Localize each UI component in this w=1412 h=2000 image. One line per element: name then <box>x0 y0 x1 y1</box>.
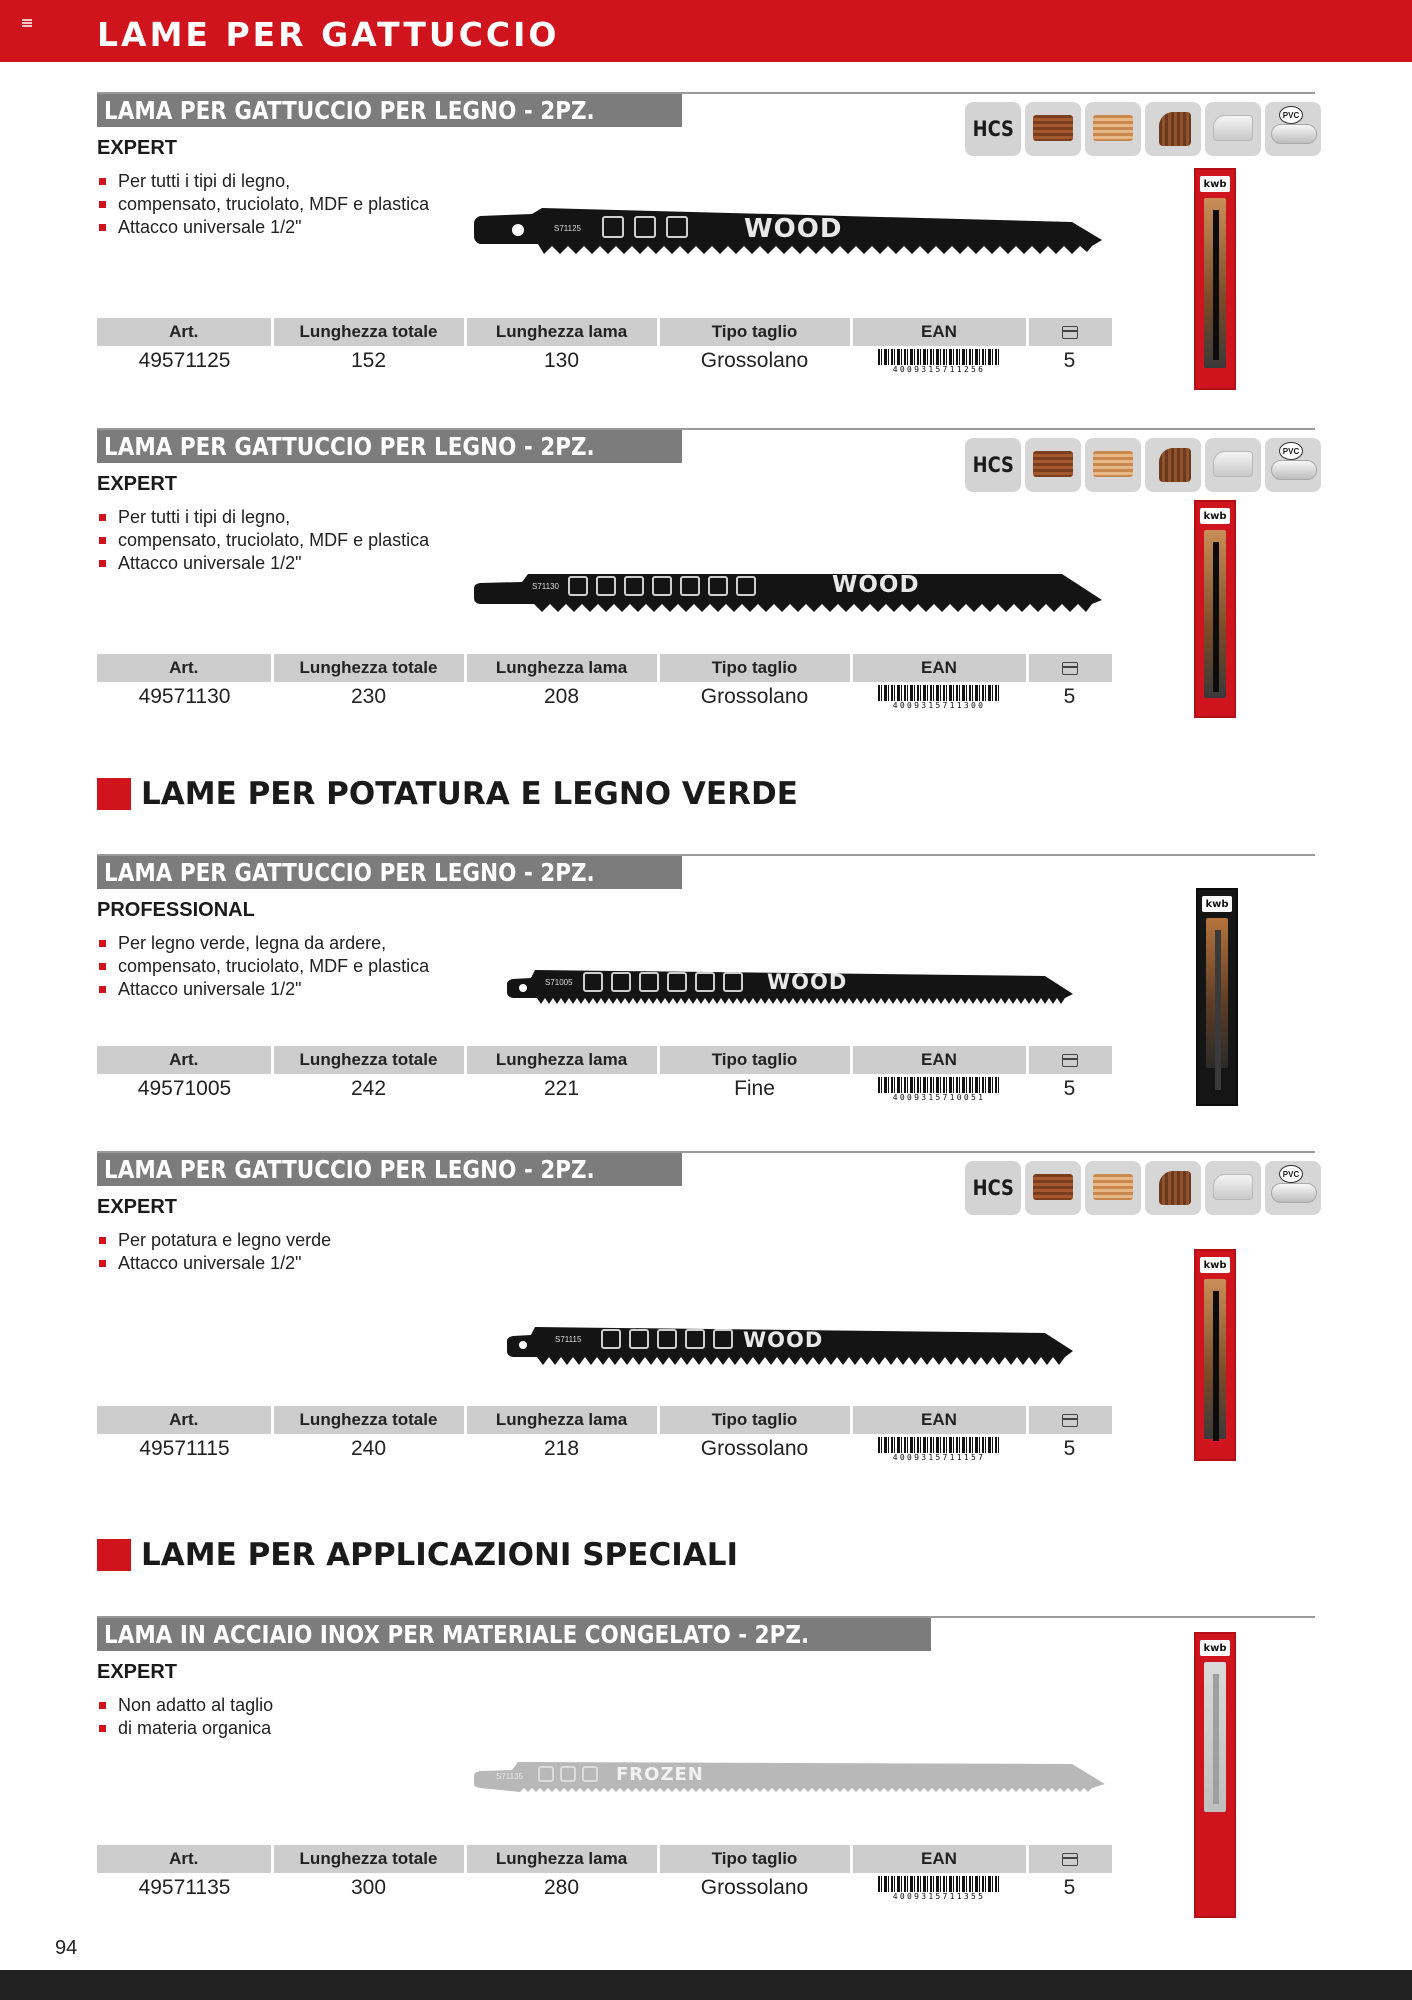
section-marker <box>97 1539 131 1571</box>
col-blade-length: Lunghezza lama <box>465 1046 658 1074</box>
col-blade-length: Lunghezza lama <box>465 1406 658 1434</box>
product-grade: EXPERT <box>97 1661 178 1683</box>
feature-item: Per legno verde, legna da ardere, <box>97 932 429 955</box>
top-header-bar <box>0 0 1412 62</box>
product-title: LAMA PER GATTUCCIO PER LEGNO - 2PZ. <box>97 430 682 463</box>
col-art: Art. <box>97 318 272 346</box>
col-cut-type: Tipo taglio <box>658 1046 851 1074</box>
ean-barcode: 4009315710051 <box>851 1074 1027 1104</box>
hardwood-icon <box>1025 438 1081 492</box>
cut-type: Grossolano <box>700 1437 809 1460</box>
table-header-row <box>97 1406 1112 1434</box>
package-qty: 5 <box>1063 1876 1076 1899</box>
product-grade: PROFESSIONAL <box>97 899 255 921</box>
blade-image: S71005 WOOD <box>505 964 1075 1020</box>
package-qty: 5 <box>1063 685 1076 708</box>
package-qty: 5 <box>1063 1437 1076 1460</box>
col-art: Art. <box>97 1046 272 1074</box>
col-ean: EAN <box>851 1406 1027 1434</box>
ean-barcode: 4009315711157 <box>851 1434 1027 1464</box>
art-number: 49571125 <box>138 349 231 372</box>
art-number: 49571130 <box>138 685 231 708</box>
col-blade-length: Lunghezza lama <box>465 1845 658 1873</box>
col-ean: EAN <box>851 1845 1027 1873</box>
package-icon <box>1062 326 1078 339</box>
feature-item: compensato, truciolato, MDF e plastica <box>97 955 429 978</box>
table-header-row <box>97 318 1112 346</box>
product-package: kwb <box>1196 888 1238 1106</box>
hcs-icon: HCS <box>965 102 1021 156</box>
feature-item: compensato, truciolato, MDF e plastica <box>97 529 429 552</box>
table-row <box>97 1434 1112 1464</box>
blade-image: S71115 WOOD <box>505 1321 1075 1381</box>
blade-length: 208 <box>543 685 580 708</box>
col-cut-type: Tipo taglio <box>658 654 851 682</box>
product-package: kwb <box>1194 1249 1236 1461</box>
feature-item: Per tutti i tipi di legno, <box>97 170 429 193</box>
blade-length: 280 <box>543 1876 580 1899</box>
softwood-icon <box>1085 102 1141 156</box>
feature-list <box>97 1694 273 1740</box>
hcs-icon: HCS <box>965 438 1021 492</box>
product-grade: EXPERT <box>97 473 178 495</box>
total-length: 240 <box>350 1437 387 1460</box>
col-ean: EAN <box>851 318 1027 346</box>
cut-type: Grossolano <box>700 349 809 372</box>
col-ean: EAN <box>851 654 1027 682</box>
col-blade-length: Lunghezza lama <box>465 654 658 682</box>
feature-item: Attacco universale 1/2" <box>97 216 429 239</box>
package-qty: 5 <box>1063 1077 1076 1100</box>
blade-length: 130 <box>543 349 580 372</box>
product-package: kwb <box>1194 1632 1236 1918</box>
col-package-qty <box>1027 318 1112 346</box>
softwood-icon <box>1085 438 1141 492</box>
col-art: Art. <box>97 654 272 682</box>
bottom-bar <box>0 1970 1412 2000</box>
table-header-row <box>97 654 1112 682</box>
pvc-pipe-icon: PVC <box>1265 102 1321 156</box>
pvc-pipe-icon: PVC <box>1265 438 1321 492</box>
section-marker <box>97 778 131 810</box>
hardwood-icon <box>1025 1161 1081 1215</box>
col-cut-type: Tipo taglio <box>658 318 851 346</box>
col-blade-length: Lunghezza lama <box>465 318 658 346</box>
softwood-icon <box>1085 1161 1141 1215</box>
package-qty: 5 <box>1063 349 1076 372</box>
spec-table <box>97 654 1112 712</box>
pvc-pipe-icon: PVC <box>1265 1161 1321 1215</box>
hardwood-icon <box>1025 102 1081 156</box>
plywood-icon <box>1145 1161 1201 1215</box>
mdf-icon <box>1205 1161 1261 1215</box>
ean-barcode: 4009315711300 <box>851 682 1027 712</box>
col-cut-type: Tipo taglio <box>658 1845 851 1873</box>
cut-type: Fine <box>734 1077 775 1100</box>
product-package: kwb <box>1194 168 1236 390</box>
cut-type: Grossolano <box>700 1876 809 1899</box>
feature-item: compensato, truciolato, MDF e plastica <box>97 193 429 216</box>
package-icon <box>1062 1414 1078 1427</box>
blade-image: S71130 WOOD <box>472 566 1107 626</box>
art-number: 49571005 <box>137 1077 232 1100</box>
col-total-length: Lunghezza totale <box>272 1046 465 1074</box>
feature-list <box>97 170 429 239</box>
ean-barcode: 4009315711355 <box>851 1873 1027 1903</box>
plywood-icon <box>1145 102 1201 156</box>
col-art: Art. <box>97 1845 272 1873</box>
blade-length: 221 <box>543 1077 580 1100</box>
col-art: Art. <box>97 1406 272 1434</box>
art-number: 49571115 <box>139 1437 230 1460</box>
product-title: LAMA PER GATTUCCIO PER LEGNO - 2PZ. <box>97 94 682 127</box>
menu-icon[interactable] <box>22 19 32 27</box>
section-heading: LAME PER POTATURA E LEGNO VERDE <box>97 777 798 811</box>
blade-length: 218 <box>543 1437 580 1460</box>
blade-image: S71135 FROZEN <box>472 1758 1107 1808</box>
total-length: 230 <box>350 685 387 708</box>
feature-item: Attacco universale 1/2" <box>97 978 429 1001</box>
package-icon <box>1062 1853 1078 1866</box>
feature-item: Attacco universale 1/2" <box>97 552 429 575</box>
col-ean: EAN <box>851 1046 1027 1074</box>
total-length: 242 <box>350 1077 387 1100</box>
art-number: 49571135 <box>138 1876 231 1899</box>
col-total-length: Lunghezza totale <box>272 1845 465 1873</box>
col-package-qty <box>1027 654 1112 682</box>
table-header-row <box>97 1046 1112 1074</box>
product-grade: EXPERT <box>97 1196 178 1218</box>
spec-table <box>97 1845 1112 1903</box>
hcs-icon: HCS <box>965 1161 1021 1215</box>
table-header-row <box>97 1845 1112 1873</box>
product-package: kwb <box>1194 500 1236 718</box>
material-icons <box>965 1161 1321 1215</box>
cut-type: Grossolano <box>700 685 809 708</box>
package-icon <box>1062 662 1078 675</box>
package-icon <box>1062 1054 1078 1067</box>
spec-table <box>97 1046 1112 1104</box>
table-row <box>97 1873 1112 1903</box>
plywood-icon <box>1145 438 1201 492</box>
mdf-icon <box>1205 438 1261 492</box>
table-row <box>97 346 1112 376</box>
col-cut-type: Tipo taglio <box>658 1406 851 1434</box>
product-title: LAMA IN ACCIAIO INOX PER MATERIALE CONGELATO - 2PZ. <box>97 1618 931 1651</box>
feature-item: di materia organica <box>97 1717 273 1740</box>
feature-list <box>97 1229 331 1275</box>
col-package-qty <box>1027 1406 1112 1434</box>
total-length: 300 <box>350 1876 387 1899</box>
table-row <box>97 1074 1112 1104</box>
col-total-length: Lunghezza totale <box>272 654 465 682</box>
feature-item: Attacco universale 1/2" <box>97 1252 331 1275</box>
product-grade: EXPERT <box>97 137 178 159</box>
page-title: LAME PER GATTUCCIO <box>97 15 560 54</box>
col-total-length: Lunghezza totale <box>272 1406 465 1434</box>
blade-image: S71125 WOOD <box>472 194 1107 266</box>
feature-item: Per potatura e legno verde <box>97 1229 331 1252</box>
total-length: 152 <box>350 349 387 372</box>
col-package-qty <box>1027 1046 1112 1074</box>
ean-barcode: 4009315711256 <box>851 346 1027 376</box>
material-icons <box>965 438 1321 492</box>
section-heading: LAME PER APPLICAZIONI SPECIALI <box>97 1538 738 1572</box>
feature-list <box>97 506 429 575</box>
table-row <box>97 682 1112 712</box>
feature-item: Non adatto al taglio <box>97 1694 273 1717</box>
spec-table <box>97 1406 1112 1464</box>
col-total-length: Lunghezza totale <box>272 318 465 346</box>
col-package-qty <box>1027 1845 1112 1873</box>
product-title: LAMA PER GATTUCCIO PER LEGNO - 2PZ. <box>97 856 682 889</box>
page-number: 94 <box>55 1937 78 1959</box>
feature-item: Per tutti i tipi di legno, <box>97 506 429 529</box>
feature-list <box>97 932 429 1001</box>
mdf-icon <box>1205 102 1261 156</box>
spec-table <box>97 318 1112 376</box>
product-title: LAMA PER GATTUCCIO PER LEGNO - 2PZ. <box>97 1153 682 1186</box>
material-icons <box>965 102 1321 156</box>
